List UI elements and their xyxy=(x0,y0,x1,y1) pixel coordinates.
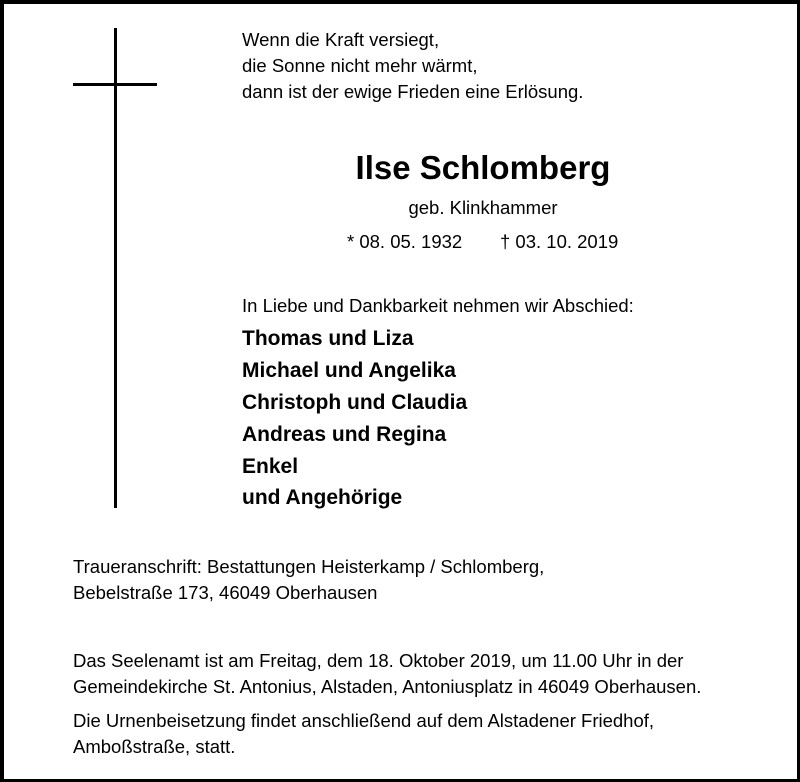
address-line-1: Traueranschrift: Bestattungen Heisterkamp / Schlomberg, xyxy=(73,556,545,577)
death-date: † 03. 10. 2019 xyxy=(500,231,619,252)
burial-line-1: Die Urnenbeisetzung findet anschließend auf dem Alstadener Friedhof, xyxy=(73,710,655,731)
verse-line-1: Wenn die Kraft versiegt, xyxy=(242,29,440,50)
maiden-name: geb. Klinkhammer xyxy=(408,197,558,218)
service-line-2: Gemeindekirche St. Antonius, Alstaden, Antoniusplatz in 46049 Oberhausen. xyxy=(73,676,702,697)
mourner: Enkel xyxy=(242,455,299,478)
verse-line-2: die Sonne nicht mehr wärmt, xyxy=(242,55,478,76)
mourner: Andreas und Regina xyxy=(242,423,447,446)
mourner: Michael und Angelika xyxy=(242,359,456,382)
deceased-name: Ilse Schlomberg xyxy=(355,149,611,186)
address-line-2: Bebelstraße 173, 46049 Oberhausen xyxy=(73,582,378,603)
farewell-text: In Liebe und Dankbarkeit nehmen wir Abschied: xyxy=(242,295,634,316)
verse-line-3: dann ist der ewige Frieden eine Erlösung. xyxy=(242,81,584,102)
mourner: Christoph und Claudia xyxy=(242,391,468,414)
service-line-1: Das Seelenamt ist am Freitag, dem 18. Oktober 2019, um 11.00 Uhr in der xyxy=(73,650,684,671)
birth-date: * 08. 05. 1932 xyxy=(347,231,463,252)
mourner: und Angehörige xyxy=(242,486,403,509)
mourner: Thomas und Liza xyxy=(242,327,414,350)
burial-line-2: Amboßstraße, statt. xyxy=(73,736,236,757)
